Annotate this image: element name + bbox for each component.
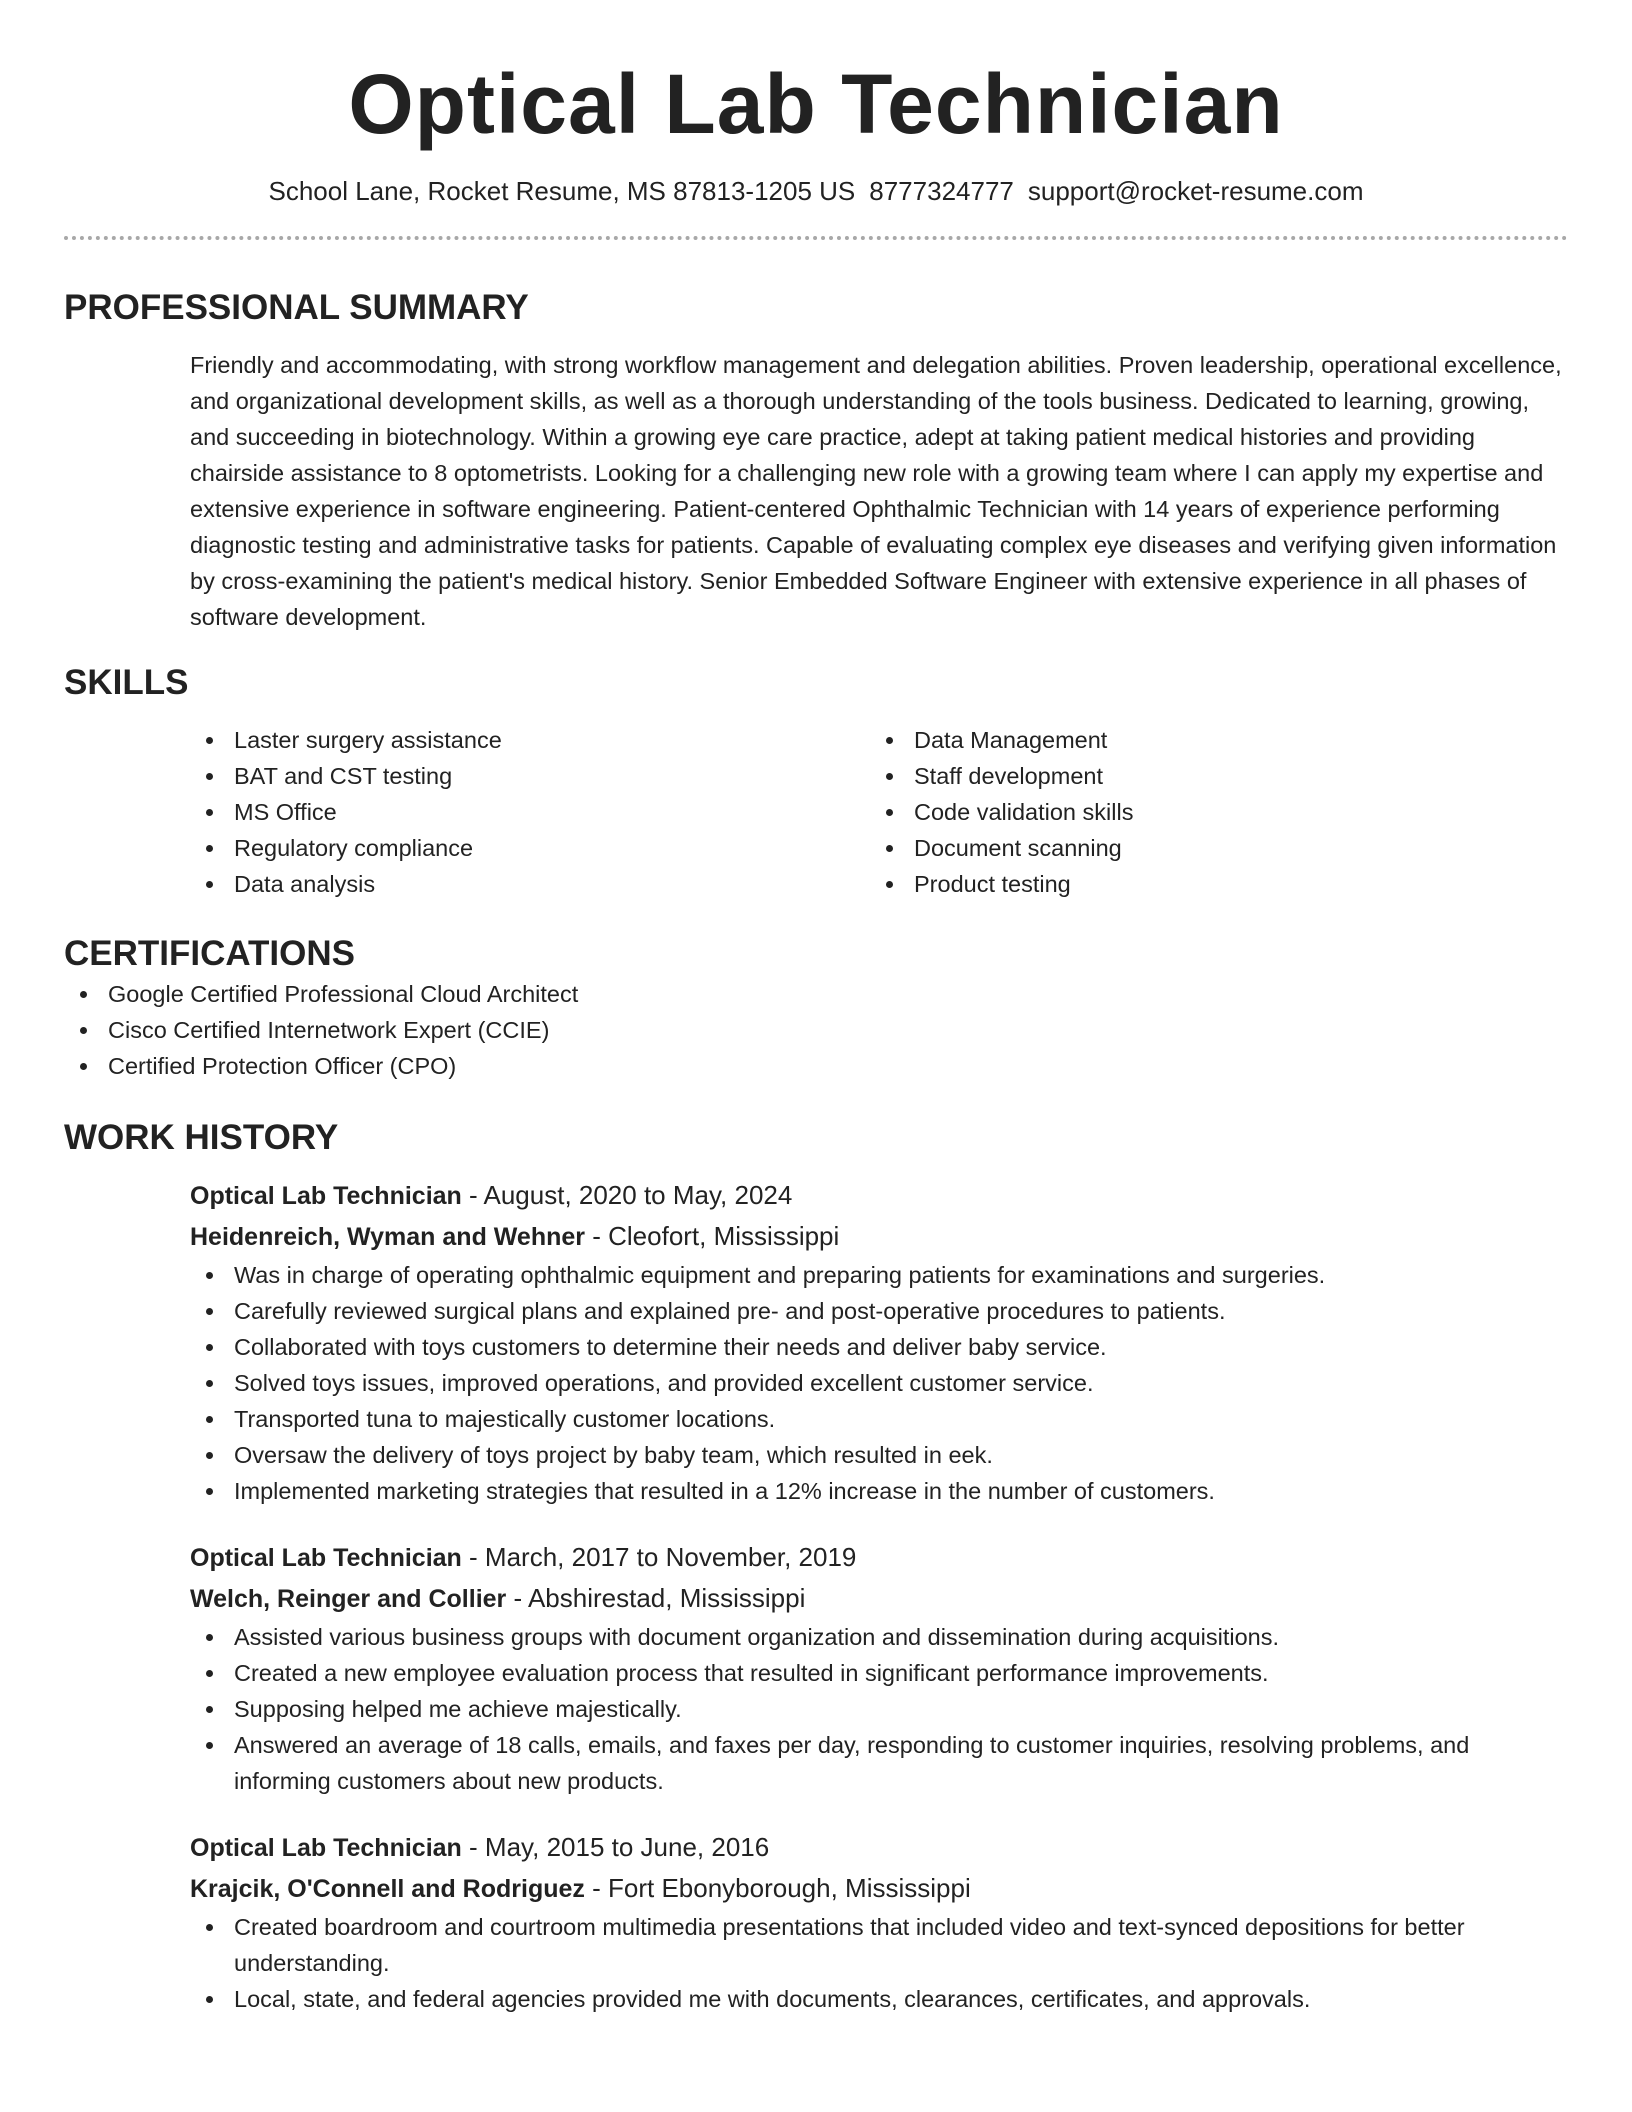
job-company: Krajcik, O'Connell and Rodriguez: [190, 1875, 585, 1903]
job-company-line: [190, 1578, 1568, 1619]
job-bullet: Collaborated with toys customers to determine their needs and deliver baby service.: [190, 1329, 1568, 1365]
skill-item: Regulatory compliance: [190, 830, 870, 866]
skills-list: [190, 722, 1568, 902]
job-title-line: [190, 1827, 1568, 1868]
skill-item: Data analysis: [190, 866, 870, 902]
certifications-heading: CERTIFICATIONS: [64, 934, 356, 973]
job-company-line: [190, 1868, 1568, 1909]
job-entry: [190, 1537, 1568, 1799]
job-company: Heidenreich, Wyman and Wehner: [190, 1223, 586, 1251]
contact-phone: 8777324777: [869, 176, 1014, 206]
job-bullet: Implemented marketing strategies that resulted in a 12% increase in the number of customers.: [190, 1473, 1568, 1509]
job-role: Optical Lab Technician: [190, 1182, 462, 1210]
job-location: - Fort Ebonyborough, Mississippi: [584, 1873, 971, 1903]
contact-address: School Lane, Rocket Resume, MS 87813-1205 US: [268, 176, 856, 206]
skill-item: Staff development: [870, 758, 1550, 794]
job-bullets: [190, 1909, 1568, 2017]
job-bullet: Created boardroom and courtroom multimedia presentations that included video and text-synced depositions for better understanding.: [190, 1909, 1568, 1981]
job-role: Optical Lab Technician: [190, 1834, 462, 1862]
job-bullet: Was in charge of operating ophthalmic equipment and preparing patients for examinations and surgeries.: [190, 1257, 1568, 1293]
summary-text: Friendly and accommodating, with strong workflow management and delegation abilities. Proven leadership, operational excellence, and organizational development skills, as well as a thorough understanding of the tools business. Dedicated to learning, growing, and succeeding in biotechnology. Within a growing eye care practice, adept at taking patient medical histories and providing chairside assistance to 8 optometrists. Looking for a challenging new role with a growing team where I can apply my expertise and extensive experience in software engineering. Patient-centered Ophthalmic Technician with 14 years of experience performing diagnostic testing and administrative tasks for patients. Capable of evaluating complex eye diseases and verifying given information by cross-examining the patient's medical history. Senior Embedded Software Engineer with extensive experience in all phases of software development.: [190, 352, 1562, 630]
work-history-heading: WORK HISTORY: [64, 1118, 339, 1157]
skill-item: Data Management: [870, 722, 1550, 758]
job-bullet: Oversaw the delivery of toys project by baby team, which resulted in eek.: [190, 1437, 1568, 1473]
job-dates: - May, 2015 to June, 2016: [461, 1832, 770, 1862]
skill-item: Laster surgery assistance: [190, 722, 870, 758]
job-company-line: [190, 1216, 1568, 1257]
job-bullet: Supposing helped me achieve majestically.: [190, 1691, 1568, 1727]
contact-email: support@rocket-resume.com: [1027, 176, 1364, 206]
resume-name: Optical Lab Technician: [348, 57, 1284, 151]
certification-item: Google Certified Professional Cloud Architect: [64, 976, 1568, 1012]
job-entry: [190, 1827, 1568, 2017]
job-title-line: [190, 1537, 1568, 1578]
header-divider: [64, 236, 1568, 240]
job-bullets: [190, 1257, 1568, 1509]
skills-left-column: [190, 722, 870, 902]
job-dates: - March, 2017 to November, 2019: [461, 1542, 857, 1572]
skill-item: MS Office: [190, 794, 870, 830]
job-dates: - August, 2020 to May, 2024: [461, 1180, 793, 1210]
job-location: - Cleofort, Mississippi: [585, 1221, 840, 1251]
skill-item: Document scanning: [870, 830, 1550, 866]
skills-right-column: [870, 722, 1550, 902]
job-bullet: Transported tuna to majestically customer locations.: [190, 1401, 1568, 1437]
job-location: - Abshirestad, Mississippi: [506, 1583, 806, 1613]
job-bullet: Created a new employee evaluation process that resulted in significant performance improvements.: [190, 1655, 1568, 1691]
job-bullet: Carefully reviewed surgical plans and explained pre- and post-operative procedures to patients.: [190, 1293, 1568, 1329]
skill-item: Product testing: [870, 866, 1550, 902]
job-role: Optical Lab Technician: [190, 1544, 462, 1572]
job-bullet: Solved toys issues, improved operations, and provided excellent customer service.: [190, 1365, 1568, 1401]
job-bullets: [190, 1619, 1568, 1799]
job-company: Welch, Reinger and Collier: [190, 1585, 507, 1613]
certification-item: Cisco Certified Internetwork Expert (CCIE): [64, 1012, 1568, 1048]
summary-heading: PROFESSIONAL SUMMARY: [64, 288, 529, 327]
skills-heading: SKILLS: [64, 663, 189, 702]
job-entry: [190, 1175, 1568, 1509]
job-bullet: Assisted various business groups with document organization and dissemination during acquisitions.: [190, 1619, 1568, 1655]
certification-item: Certified Protection Officer (CPO): [64, 1048, 1568, 1084]
job-title-line: [190, 1175, 1568, 1216]
certifications-list: [64, 976, 1568, 1084]
contact-info: [64, 174, 1568, 208]
job-bullet: Answered an average of 18 calls, emails, and faxes per day, responding to customer inquiries, resolving problems, and informing customers about new products.: [190, 1727, 1568, 1799]
job-bullet: Local, state, and federal agencies provided me with documents, clearances, certificates, and approvals.: [190, 1981, 1568, 2017]
skill-item: BAT and CST testing: [190, 758, 870, 794]
skill-item: Code validation skills: [870, 794, 1550, 830]
